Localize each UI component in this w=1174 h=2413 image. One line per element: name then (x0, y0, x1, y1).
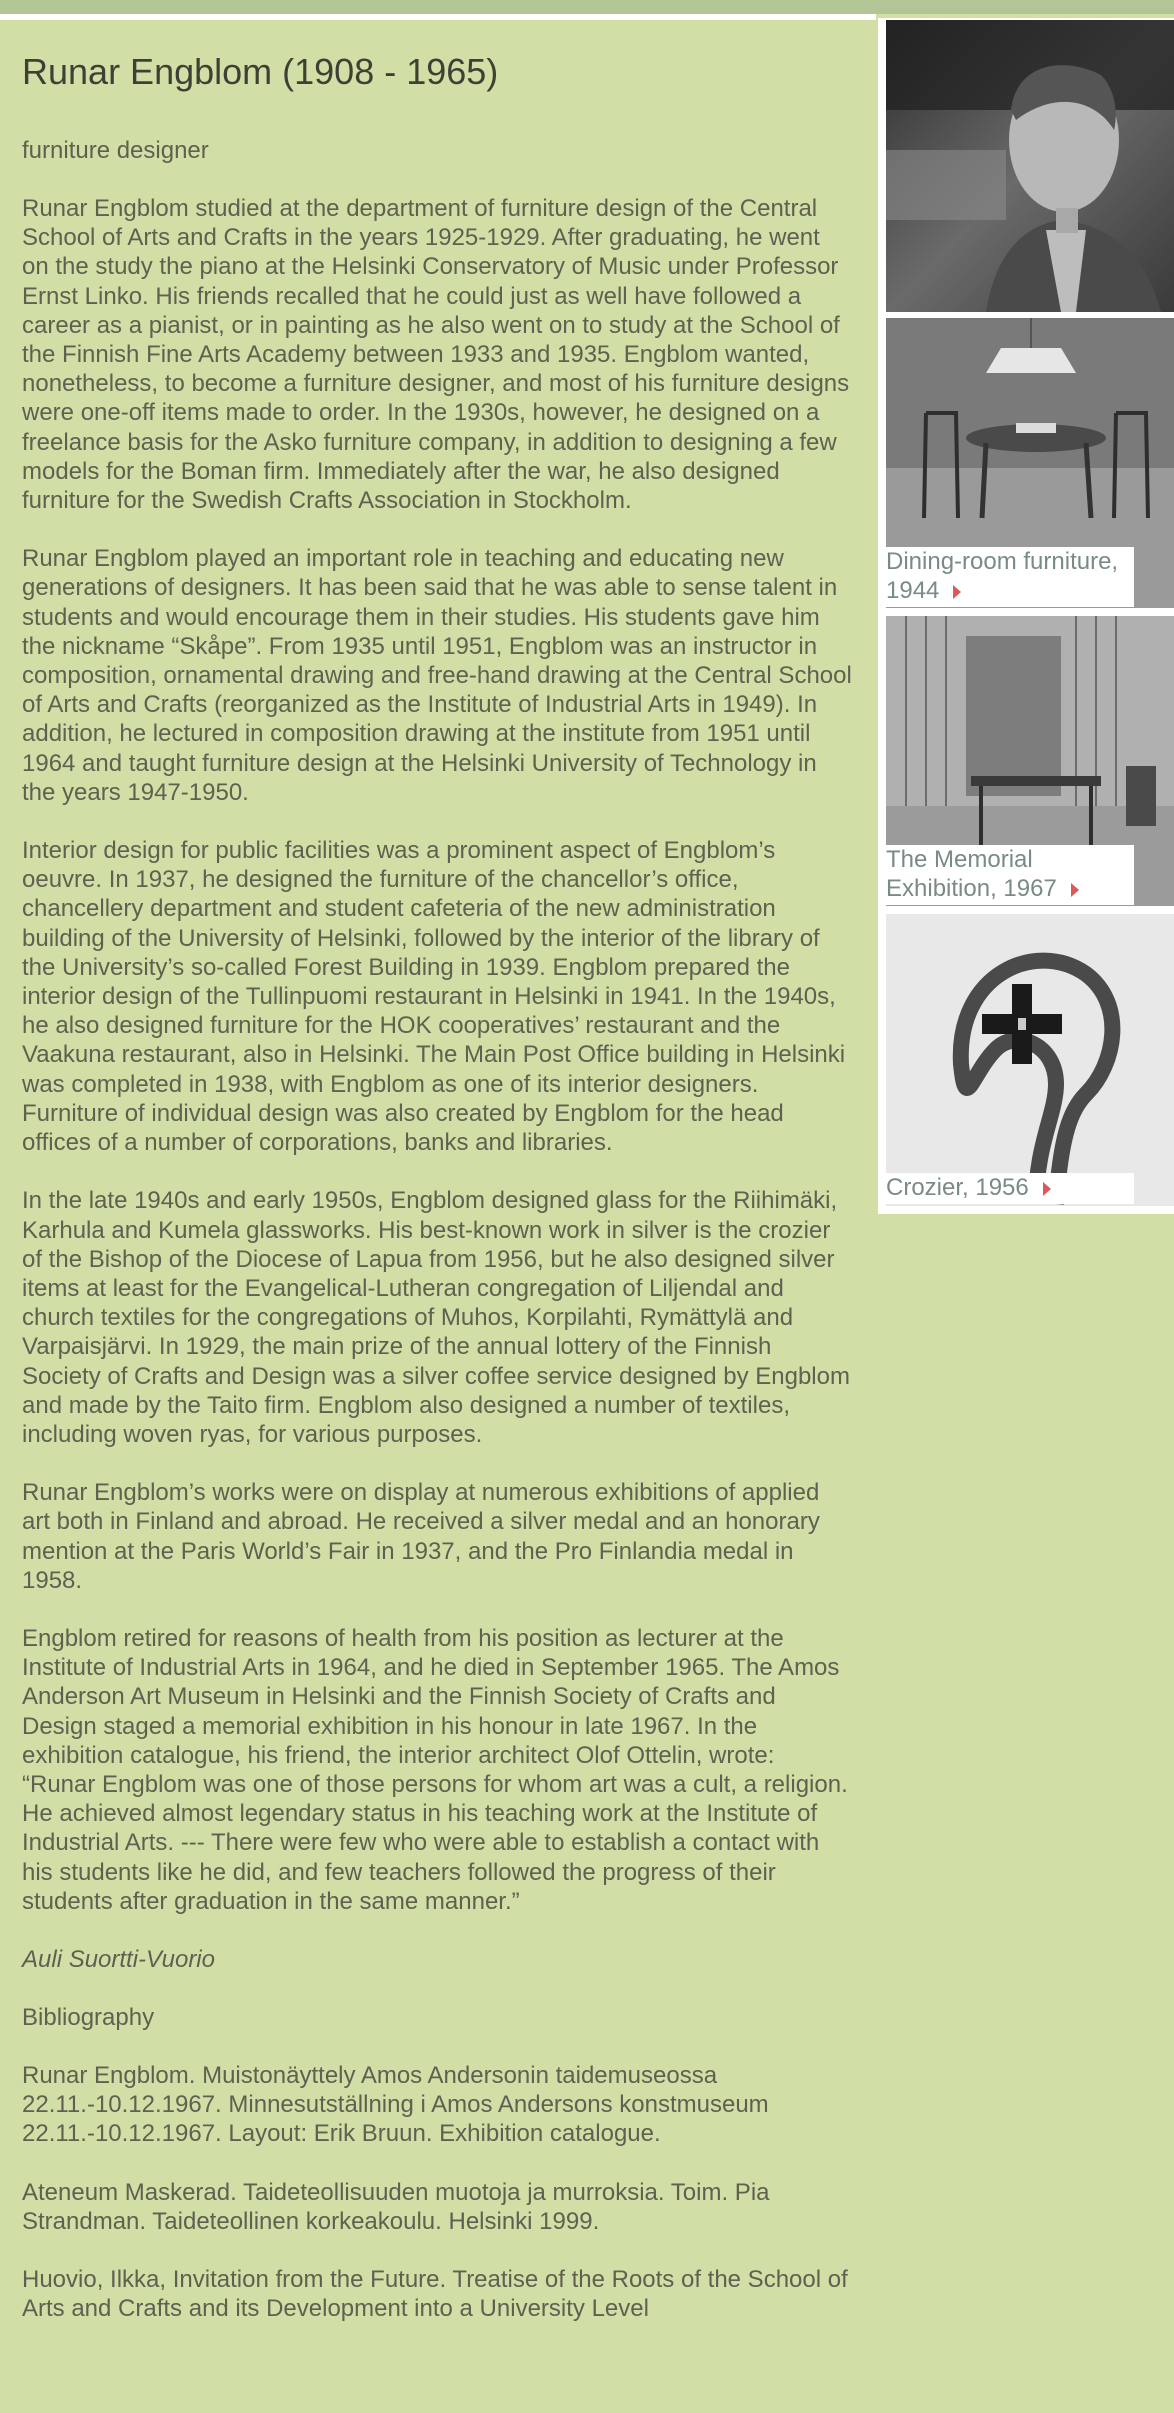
memorial-exhibition-caption[interactable] (886, 845, 1134, 905)
top-divider (0, 14, 876, 20)
caption-text: Dining-room furniture, 1944 (886, 548, 1119, 604)
article-paragraph: Engblom retired for reasons of health from his position as lecturer at the Institute of Industrial Arts in 1964, and he died in September 1965. The Amos Anderson Art Museum in Helsinki and the Finnish Society of Crafts and Design staged a memorial exhibition in his honour in late 1967. In the exhibition catalogue, his friend, the interior architect Olof Ottelin, wrote: “Runar Engblom was one of those persons for whom art was a cult, a religion. He achieved almost legendary status in his teaching work at the Institute of Industrial Arts. --- There were few who were able to establish a contact with his students like he did, and few teachers followed the progress of their students after graduation in the same manner.” (22, 1624, 848, 1915)
article-paragraph: Runar Engblom’s works were on display at numerous exhibitions of applied art both in Finland and abroad. He received a silver medal and an honorary mention at the Paris World’s Fair in 1937, and the Pro Finlandia medal in 1958. (22, 1479, 820, 1594)
caption-text: The Memorial Exhibition, 1967 (886, 846, 1057, 902)
article-paragraph: In the late 1940s and early 1950s, Engblom designed glass for the Riihimäki, Karhula and Kumela glassworks. His best-known work in silver is the crozier of the Bishop of the Diocese of Lapua from 1956, but he also designed silver items at least for the Evangelical-Lutheran congregation of Liljendal and church textiles for the congregations of Muhos, Korpilahti, Rymättylä and Varpaisjärvi. In 1929, the main prize of the annual lottery of the Finnish Society of Crafts and Design was a silver coffee service designed by Engblom and made by the Taito firm. Engblom also designed a number of textiles, including woven ryas, for various purposes. (22, 1187, 850, 1448)
dining-room-caption[interactable] (886, 547, 1134, 607)
arrow-right-icon[interactable] (953, 585, 961, 599)
article-paragraph: Interior design for public facilities was a prominent aspect of Engblom’s oeuvre. In 1937, he designed the furniture of the chancellor’s office, chancellery department and student cafeteria of the new administration building of the University of Helsinki, followed by the interior of the library of the University’s so-called Forest Building in 1939. Engblom prepared the interior design of the Tullinpuomi restaurant in Helsinki in 1941. In the 1940s, he also designed furniture for the HOK cooperatives’ restaurant and the Vaakuna restaurant, also in Helsinki. The Main Post Office building in Helsinki was completed in 1938, with Engblom as one of its interior designers. Furniture of individual design was also created by Engblom for the head offices of a number of corporations, banks and libraries. (22, 837, 846, 1157)
crozier-photo (886, 914, 1174, 1206)
article-paragraph: Runar Engblom studied at the department of furniture design of the Central School of Arts and Crafts in the years 1925-1929. After graduating, he went on the study the piano at the Helsinki Conservatory of Music under Professor Ernst Linko. His friends recalled that he could just as well have followed a career as a pianist, or in painting as he also went on to study at the School of the Finnish Fine Arts Academy between 1933 and 1935. Engblom wanted, nonetheless, to become a furniture designer, and most of his furniture designs were one-off items made to order. In the 1930s, however, he designed on a freelance basis for the Asko furniture company, in addition to designing a few models for the Boman firm. Immediately after the war, he also designed furniture for the Swedish Crafts Association in Stockholm. (22, 195, 850, 515)
caption-text: Crozier, 1956 (886, 1174, 1029, 1201)
profession-subtitle: furniture designer (22, 137, 209, 164)
dining-room-image[interactable] (886, 318, 1174, 608)
author-name: Auli Suortti-Vuorio (22, 1945, 215, 1973)
arrow-right-icon[interactable] (1043, 1182, 1051, 1196)
bibliography-heading: Bibliography (22, 2003, 155, 2031)
article (22, 50, 852, 2352)
bibliography-entry: Ateneum Maskerad. Taideteollisuuden muotoja ja murroksia. Toim. Pia Strandman. Taideteollinen korkeakoulu. Helsinki 1999. (22, 2178, 770, 2235)
arrow-right-icon[interactable] (1071, 883, 1079, 897)
bibliography-entry: Huovio, Ilkka, Invitation from the Future. Treatise of the Roots of the School of Arts and Crafts and its Development into a University Level (22, 2265, 848, 2323)
portrait-photo (886, 20, 1174, 312)
article-paragraph: Runar Engblom played an important role in teaching and educating new generations of designers. It has been said that he was able to sense talent in students and would encourage them in their studies. His students gave him the nickname “Skåpe”. From 1935 until 1951, Engblom was an instructor in composition, ornamental drawing and free-hand drawing at the Central School of Arts and Crafts (reorganized as the Institute of Industrial Arts in 1949). In addition, he lectured in composition drawing at the institute from 1951 until 1964 and taught furniture design at the Helsinki University of Technology in the years 1947-1950. (22, 545, 852, 806)
crozier-image[interactable] (886, 914, 1174, 1206)
bibliography-entry: Runar Engblom. Muistonäyttely Amos Andersonin taidemuseossa 22.11.-10.12.1967. Minnesutställning i Amos Andersons konstmuseum 22.11.-10.12.1967. Layout: Erik Bruun. Exhibition catalogue. (22, 2061, 769, 2148)
top-bar (0, 0, 1174, 14)
memorial-exhibition-image[interactable] (886, 616, 1174, 906)
page-title: Runar Engblom (1908 - 1965) (22, 51, 499, 92)
portrait-image[interactable] (886, 20, 1174, 312)
crozier-caption[interactable] (886, 1173, 1134, 1204)
